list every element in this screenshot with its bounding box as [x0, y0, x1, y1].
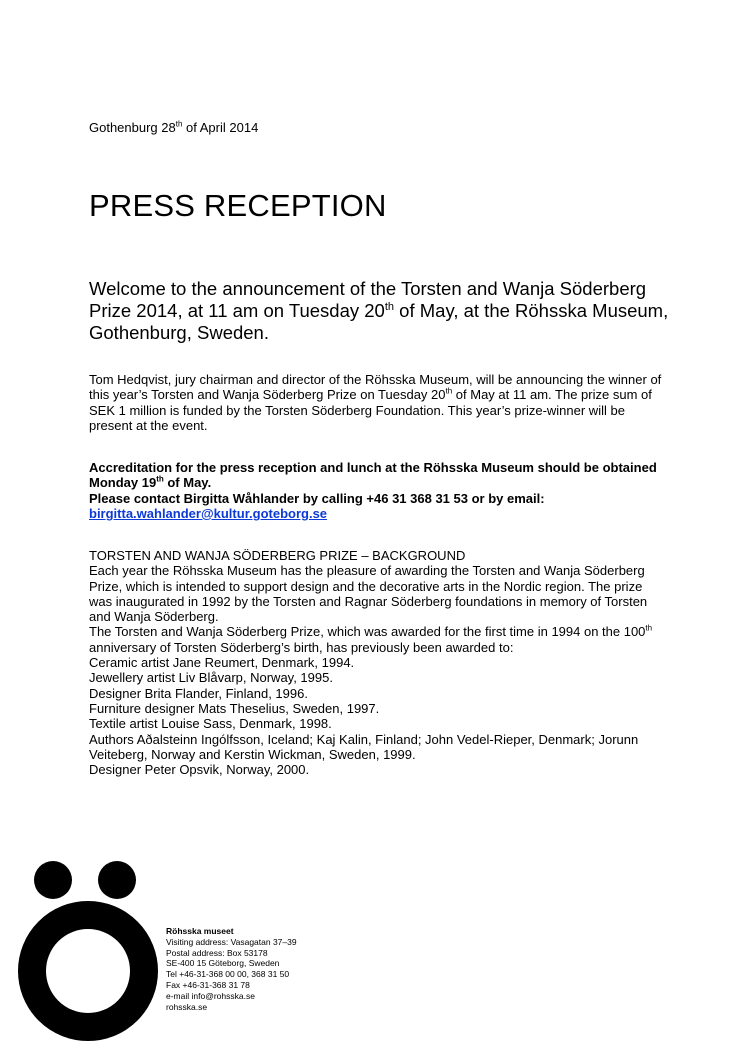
winner-item: Authors Aðalsteinn Ingólfsson, Iceland; Kaj Kalin, Finland; John Vedel-Rieper, Denmark; Jorunn Veiteberg, Norway and Kerstin Wickman, Sweden, 1999. [89, 731, 639, 762]
background-heading: TORSTEN AND WANJA SÖDERBERG PRIZE – BACKGROUND [89, 548, 466, 563]
accreditation-deadline: Accreditation for the press reception and lunch at the Röhsska Museum should be obtained Monday 19th of May. [89, 460, 657, 491]
footer-email: e-mail info@rohsska.se [166, 990, 255, 1001]
logo-left-dot [34, 861, 72, 899]
winner-item: Ceramic artist Jane Reumert, Denmark, 1994. [89, 655, 355, 671]
footer-address [166, 926, 297, 1012]
background-paragraph-2: The Torsten and Wanja Söderberg Prize, which was awarded for the first time in 1994 on the 100th anniversary of Torsten Söderberg’s birth, has previously been awarded to: [89, 624, 653, 655]
accreditation-contact: Please contact Birgitta Wåhlander by calling +46 31 368 31 53 or by email: [89, 490, 545, 506]
footer-phone: Tel +46-31-368 00 00, 368 31 50 [166, 969, 290, 980]
dateline: Gothenburg 28th of April 2014 [89, 119, 259, 135]
footer-fax: Fax +46-31-368 31 78 [166, 979, 250, 990]
logo-ring [32, 915, 144, 1027]
footer-website: rohsska.se [166, 1001, 208, 1012]
footer-museum-name: Röhsska museet [166, 926, 234, 936]
winner-item: Designer Peter Opsvik, Norway, 2000. [89, 762, 310, 778]
logo-right-dot [98, 861, 136, 899]
winner-item: Furniture designer Mats Theselius, Sweden, 1997. [89, 700, 380, 716]
intro-paragraph: Tom Hedqvist, jury chairman and director of the Röhsska Museum, will be announcing the winner of this year’s Torsten and Wanja Söderberg Prize on Tuesday 20th of May at 11 am. The prize sum of SEK 1 million is funded by the Torsten Söderberg Foundation. This year’s prize-winner will be present at the event. [89, 372, 662, 433]
winner-item: Jewellery artist Liv Blåvarp, Norway, 1995. [89, 670, 333, 686]
background-section [89, 548, 669, 777]
winner-item: Designer Brita Flander, Finland, 1996. [89, 685, 308, 701]
contact-email-link[interactable]: birgitta.wahlander@kultur.goteborg.se [89, 505, 328, 521]
winner-item: Textile artist Louise Sass, Denmark, 1998. [89, 716, 332, 732]
footer-visiting-address: Visiting address: Vasagatan 37–39 [166, 936, 297, 947]
background-paragraph-1: Each year the Röhsska Museum has the pleasure of awarding the Torsten and Wanja Söderberg Prize, which is intended to support design and the decorative arts in the Nordic region. The prize was inaugurated in 1992 by the Torsten and Ragnar Söderberg foundations in memory of Torsten and Wanja Söderberg. [89, 563, 648, 625]
welcome-paragraph: Welcome to the announcement of the Torsten and Wanja Söderberg Prize 2014, at 11 am on Tuesday 20th of May, at the Röhsska Museum, Gothenburg, Sweden. [89, 278, 669, 343]
rohsska-logo-icon [18, 855, 158, 1045]
accreditation-paragraph [89, 460, 669, 521]
page-title: PRESS RECEPTION [89, 188, 387, 223]
winner-list [89, 655, 669, 777]
footer-postal-address: Postal address: Box 53178 [166, 947, 268, 958]
footer-city: SE-400 15 Göteborg, Sweden [166, 958, 280, 969]
